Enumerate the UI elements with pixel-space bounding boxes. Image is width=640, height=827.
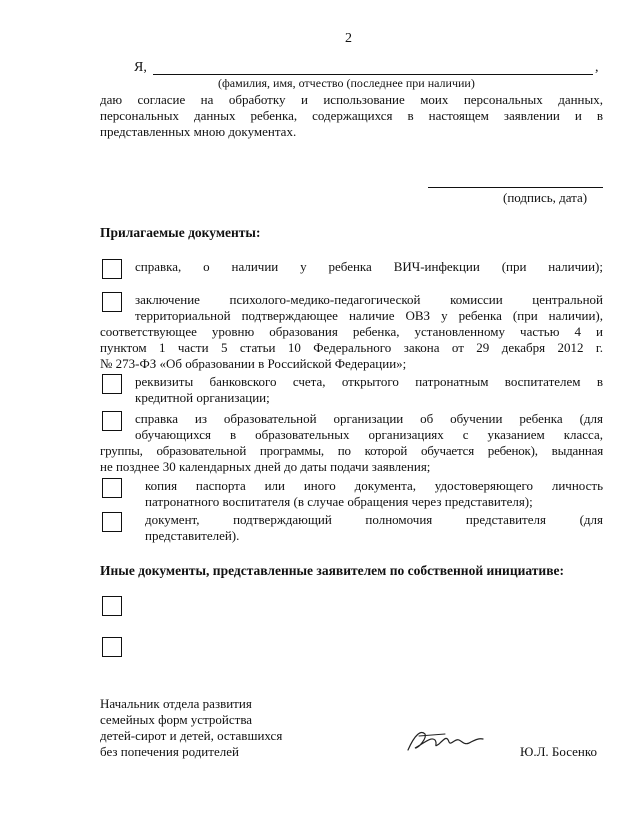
checkbox-passport-copy[interactable] [102, 478, 122, 498]
item-bank-line-1: реквизиты банковского счета, открытого патронатным воспитателем в [135, 374, 603, 389]
item-pmpk-line-1: заключение психолого-медико-педагогической комиссии центральной [135, 292, 603, 307]
page-number: 2 [345, 31, 352, 46]
consent-line-2: персональных данных ребенка, содержащихся в настоящем заявлении и в [100, 108, 603, 123]
checkbox-pmpk-conclusion[interactable] [102, 292, 122, 312]
checkbox-school-certificate[interactable] [102, 411, 122, 431]
item-school-line-4: не позднее 30 календарных дней до даты подачи заявления; [100, 459, 431, 474]
checkbox-hiv-certificate[interactable] [102, 259, 122, 279]
checkbox-bank-details[interactable] [102, 374, 122, 394]
consent-line-3: представленных мною документах. [100, 124, 297, 139]
signatory-name: Ю.Л. Босенко [520, 744, 598, 759]
item-authority-line-2: представителей). [145, 528, 240, 543]
item-passport-line-1: копия паспорта или иного документа, удостоверяющего личность [145, 478, 603, 493]
item-authority-line-1: документ, подтверждающий полномочия представителя (для [145, 512, 603, 527]
signature-caption: (подпись, дата) [503, 190, 588, 205]
checkbox-other-document-1[interactable] [102, 596, 122, 616]
attached-heading: Прилагаемые документы: [100, 225, 261, 240]
item-pmpk-line-4: пунктом 1 части 5 статьи 10 Федерального закона от 29 декабря 2012 г. [100, 340, 603, 355]
consent-suffix: , [595, 60, 599, 75]
item-school-line-3: группы, образовательной программы, по которой обучается ребенок), выданная [100, 443, 603, 458]
checkbox-other-document-2[interactable] [102, 637, 122, 657]
checkbox-authority-document[interactable] [102, 512, 122, 532]
consent-prefix: Я, [134, 60, 147, 75]
signatory-position-line-4: без попечения родителей [100, 744, 239, 759]
consent-line-1: даю согласие на обработку и использование моих персональных данных, [100, 92, 603, 107]
item-school-line-1: справка из образовательной организации об обучении ребенка (для [135, 411, 603, 426]
item-pmpk-line-5: № 273-ФЗ «Об образовании в Российской Федерации»; [100, 356, 407, 371]
name-caption: (фамилия, имя, отчество (последнее при наличии) [218, 76, 475, 90]
item-hiv-certificate: справка, о наличии у ребенка ВИЧ-инфекции (при наличии); [135, 259, 603, 274]
signature-fill-line [428, 187, 603, 188]
item-bank-line-2: кредитной организации; [135, 390, 270, 405]
signatory-position-line-3: детей-сирот и детей, оставшихся [100, 728, 283, 743]
signatory-position-line-2: семейных форм устройства [100, 712, 253, 727]
item-passport-line-2: патронатного воспитателя (в случае обращения через представителя); [145, 494, 533, 509]
item-school-line-2: обучающихся в образовательных организациях с указанием класса, [135, 427, 603, 442]
item-pmpk-line-3: соответствующее уровню образования ребенка, установленному частью 4 и [100, 324, 603, 339]
signatory-position-line-1: Начальник отдела развития [100, 696, 252, 711]
other-documents-heading: Иные документы, представленные заявителем по собственной инициативе: [100, 563, 564, 578]
handwritten-signature [405, 726, 485, 756]
item-pmpk-line-2: территориальной подтверждающее наличие ОВЗ у ребенка (при наличии), [135, 308, 603, 323]
